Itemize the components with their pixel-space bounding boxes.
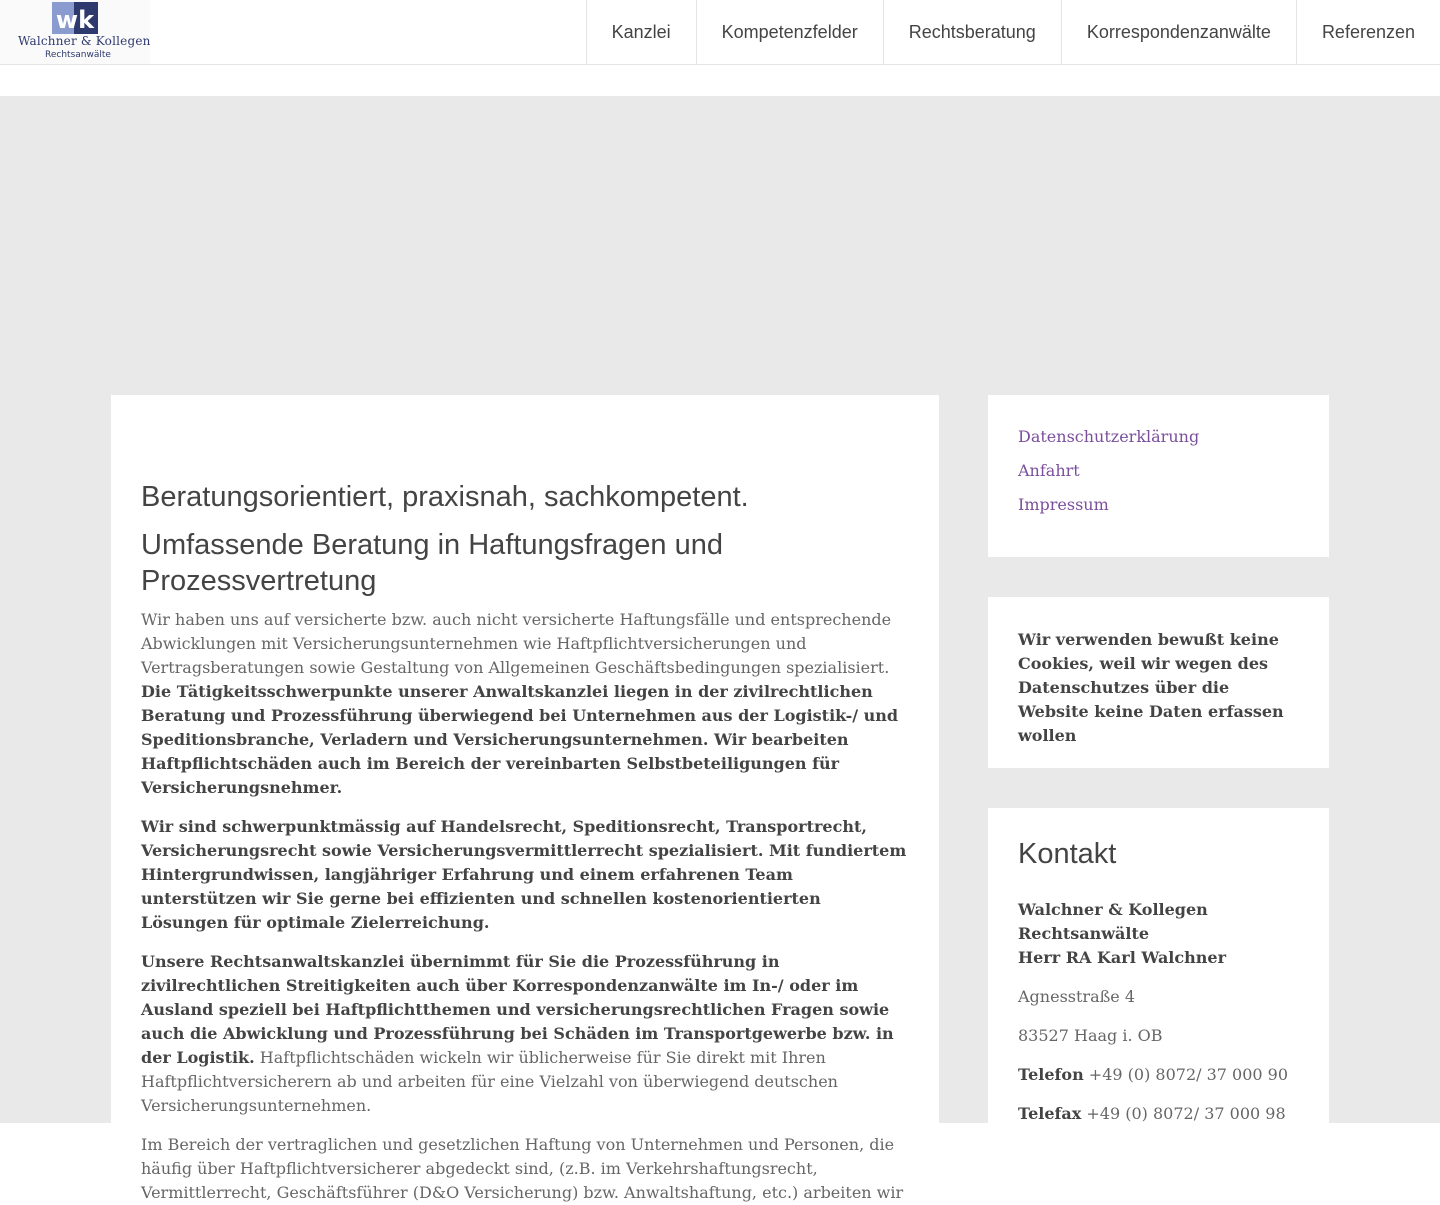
link-datenschutz[interactable]: Datenschutzerklärung: [1018, 427, 1200, 446]
contact-city: 83527 Haag i. OB: [1018, 1026, 1163, 1045]
nav-item-rechtsberatung[interactable]: Rechtsberatung: [883, 0, 1061, 64]
contact-firm-name: Walchner & Kollegen: [1018, 900, 1208, 919]
contact-fax: [1018, 1102, 1299, 1126]
contact-title: Kontakt: [1018, 838, 1117, 870]
contact-firm-sub: Rechtsanwälte: [1018, 924, 1150, 943]
contact-street: Agnesstraße 4: [1018, 987, 1136, 1006]
paragraph-3-text: Haftpflichtschäden wickeln wir üblicherweise für Sie direkt mit Ihren Haftpflichtversicherern ab und arbeiten für eine Vielzahl von überwiegend deutschen Versicherungsunternehmen.: [141, 1048, 838, 1115]
paragraph-4-text: Im Bereich der vertraglichen und gesetzlichen Haftung von Unternehmen und Personen, die häufig über Haftpflichtversicherer abgedeckt sind, (z.B. im Verkehrshaftungsrecht, Vermittlerrecht, Geschäftsführer (D&O Versicherung) bzw. Anwaltshaftung, etc.) arbeiten wir: [141, 1135, 904, 1202]
nav-item-kanzlei[interactable]: Kanzlei: [586, 0, 696, 64]
nav-item-korrespondenzanwaelte[interactable]: Korrespondenzanwälte: [1061, 0, 1296, 64]
paragraph-1-text: Wir haben uns auf versicherte bzw. auch nicht versicherte Haftungsfälle und entsprechende Abwicklungen mit Versicherungsunternehmen wie Haftpflichtversicherungen und Vertragsberatungen sowie Gestaltung von Allgemeinen Geschäftsbedingungen spezialisiert.: [141, 610, 892, 677]
contact-person: Herr RA Karl Walchner: [1018, 948, 1226, 967]
paragraph-3-bold: Unsere Rechtsanwaltskanzlei übernimmt für Sie die Prozessführung in zivilrechtlichen Streitigkeiten auch über Korrespondenzanwälte im In-/ oder im Ausland speziell bei Haftpflichtthemen und versicherungsrechtlichen Fragen sowie auch die Abwicklung und Prozessführung bei Schäden im Transportgewerbe bzw. in der Logistik.: [141, 952, 894, 1067]
contact-fax-label: Telefax: [1018, 1104, 1082, 1123]
site-header: [0, 0, 1440, 65]
cookie-notice-text: Wir verwenden bewußt keine Cookies, weil wir wegen des Datenschutzes über die Website keine Daten erfassen wollen: [1018, 630, 1284, 745]
sidebar-links: [988, 395, 1329, 557]
logo-name: Walchner & Kollegen: [18, 34, 151, 48]
paragraph-2-bold: Wir sind schwerpunktmässig auf Handelsrecht, Speditionsrecht, Transportrecht, Versicherungsrecht sowie Versicherungsvermittlerrecht spezialisiert. Mit fundiertem Hintergrundwissen, langjähriger Erfahrung und einem erfahrenen Team unterstützen wir Sie gerne bei effizienten und schnellen kostenorientierten Lösungen für optimale Zielerreichung.: [141, 817, 907, 932]
contact-firm: [1018, 898, 1299, 970]
main-nav: [586, 0, 1440, 64]
paragraph-4: [141, 1133, 909, 1205]
paragraph-1-bold: Die Tätigkeitsschwerpunkte unserer Anwaltskanzlei liegen in der zivilrechtlichen Beratung und Prozessführung überwiegend bei Unternehmen aus der Logistik-/ und Speditionsbranche, Verladern und Versicherungsunternehmen. Wir bearbeiten Haftpflichtschäden auch im Bereich der vereinbarten Selbstbeteiligungen für Versicherungsnehmer.: [141, 682, 899, 797]
page-title: Beratungsorientiert, praxisnah, sachkompetent.: [141, 481, 749, 513]
contact-fax-number: +49 (0) 8072/ 37 000 98: [1086, 1104, 1286, 1123]
logo[interactable]: [0, 0, 150, 64]
contact-phone-label: Telefon: [1018, 1065, 1084, 1084]
page-subtitle: Umfassende Beratung in Haftungsfragen und Prozessvertretung: [141, 529, 723, 597]
paragraph-2: [141, 815, 909, 935]
contact-phone-number[interactable]: +49 (0) 8072/ 37 000 90: [1088, 1065, 1289, 1084]
link-impressum[interactable]: Impressum: [1018, 495, 1109, 514]
main-content: [111, 395, 939, 1202]
logo-mark-icon: [52, 2, 98, 34]
nav-item-kompetenzfelder[interactable]: Kompetenzfelder: [696, 0, 883, 64]
cookie-notice: [988, 597, 1329, 768]
nav-item-referenzen[interactable]: Referenzen: [1296, 0, 1440, 64]
logo-subtitle: Rechtsanwälte: [45, 50, 111, 60]
contact-box: [988, 808, 1329, 1148]
paragraph-1: [141, 608, 909, 800]
svg-text:wk: wk: [55, 6, 95, 34]
link-anfahrt[interactable]: Anfahrt: [1018, 461, 1080, 480]
contact-phone: [1018, 1063, 1299, 1087]
paragraph-3: [141, 950, 909, 1118]
